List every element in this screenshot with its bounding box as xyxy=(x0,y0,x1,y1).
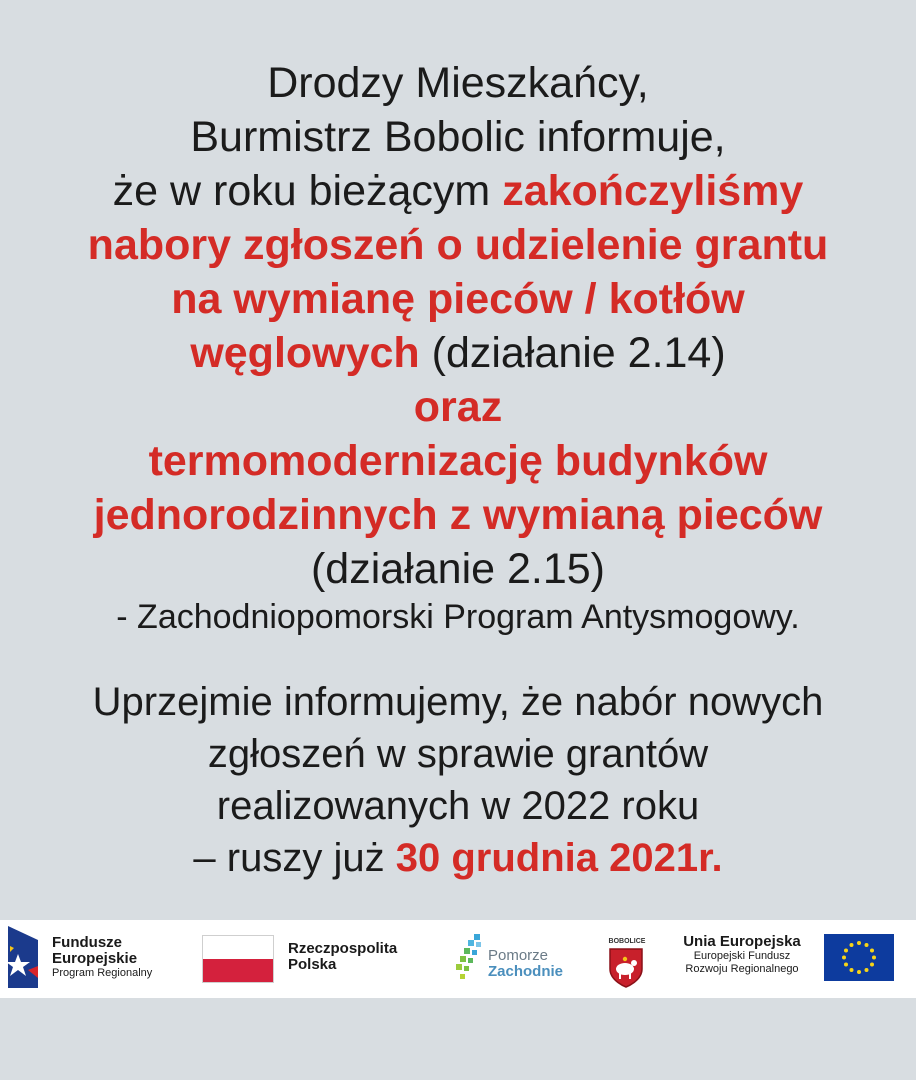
rzeczpospolita-polska-logo xyxy=(202,920,432,998)
pz-line2: Zachodnie xyxy=(488,963,564,980)
fundusze-europejskie-logo xyxy=(8,920,178,998)
unia-europejska-logo xyxy=(672,920,902,998)
mayor-info-line: Burmistrz Bobolic informuje, xyxy=(190,113,726,161)
line6-text: (działanie 2.14) xyxy=(419,329,726,377)
announcement-line-6 xyxy=(0,326,916,380)
info-line-2: zgłoszeń w sprawie grantów xyxy=(207,732,709,776)
bobolice-label: BOBOLICE xyxy=(608,938,646,945)
announcement-line-3 xyxy=(0,164,916,218)
greeting: Drodzy Mieszkańcy, xyxy=(267,59,649,107)
info-line-4-text: – ruszy już xyxy=(193,836,396,880)
eu-flag-icon xyxy=(824,934,894,981)
pz-line1: Pomorze xyxy=(488,947,549,964)
announcement-line-5: na wymianę pieców / kotłów xyxy=(171,275,745,323)
fe-star-icon xyxy=(8,926,42,988)
info-line-3: realizowanych w 2022 roku xyxy=(216,784,700,828)
pomorze-zachodnie-logo xyxy=(452,920,582,998)
ue-line3: Rozwoju Regionalnego xyxy=(685,963,799,975)
info-line-1: Uprzejmie informujemy, że nabór nowych xyxy=(92,680,824,724)
announcement xyxy=(0,56,916,884)
announcement-line-9: jednorodzinnych z wymianą pieców xyxy=(93,491,823,539)
line6-highlight: węglowych xyxy=(190,329,420,377)
funding-logos-bar xyxy=(0,920,916,998)
announcement-line-7: oraz xyxy=(413,383,503,431)
rp-line1: Rzeczpospolita xyxy=(288,940,398,957)
info-line-4 xyxy=(0,832,916,884)
line3-text: że w roku bieżącym xyxy=(112,167,503,215)
bobolice-coat-of-arms xyxy=(602,920,652,998)
ue-line2: Europejski Fundusz xyxy=(693,950,791,962)
ue-line1: Unia Europejska xyxy=(683,933,801,950)
fe-line3: Program Regionalny xyxy=(52,967,153,979)
announcement-line-10: (działanie 2.15) xyxy=(310,545,605,593)
fe-line1: Fundusze xyxy=(52,934,122,951)
announcement-line-4: nabory zgłoszeń o udzielenie grantu xyxy=(87,221,829,269)
coat-of-arms-icon xyxy=(608,947,644,989)
polish-flag-icon xyxy=(202,935,274,983)
pomorze-zachodnie-icon xyxy=(452,932,484,982)
announcement-line-8: termomodernizację budynków xyxy=(148,437,768,485)
program-name: - Zachodniopomorski Program Antysmogowy. xyxy=(116,598,800,636)
line3-highlight: zakończyliśmy xyxy=(502,167,804,215)
start-date: 30 grudnia 2021r. xyxy=(395,836,723,880)
fe-line2: Europejskie xyxy=(52,950,138,967)
rp-line2: Polska xyxy=(288,956,337,973)
